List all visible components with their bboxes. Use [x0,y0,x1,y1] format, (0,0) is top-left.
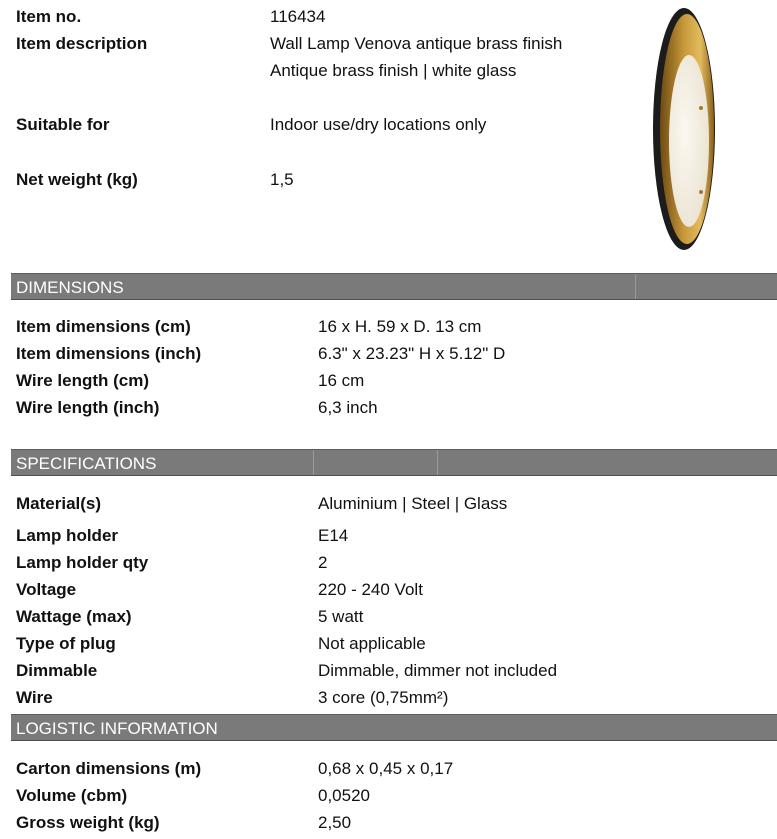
lamp-holder-qty-value: 2 [318,553,328,572]
wire-length-inch-label: Wire length (inch) [16,398,160,417]
item-dimensions-cm-value: 16 x H. 59 x D. 13 cm [318,317,482,336]
logistic-information-header [11,714,777,741]
wattage-label: Wattage (max) [16,607,132,626]
lamp-glass [669,55,709,227]
item-no-value: 116434 [270,7,326,26]
type-of-plug-value: Not applicable [318,634,426,653]
item-dimensions-inch-label: Item dimensions (inch) [16,344,202,363]
gross-weight-label: Gross weight (kg) [16,813,160,832]
header-divider [437,450,438,475]
wire-value: 3 core (0,75mm²) [318,688,449,707]
carton-dimensions-value: 0,68 x 0,45 x 0,17 [318,759,454,778]
voltage-value: 220 - 240 Volt [318,580,423,599]
item-description-value: Wall Lamp Venova antique brass finish [270,34,563,53]
dimensions-header [11,273,777,300]
net-weight-value: 1,5 [270,170,294,189]
product-image-wall-lamp [648,6,718,252]
volume-label: Volume (cbm) [16,786,128,805]
dimmable-label: Dimmable [16,661,98,680]
gross-weight-value: 2,50 [318,813,352,832]
wire-length-cm-label: Wire length (cm) [16,371,150,390]
header-divider [635,274,636,299]
lamp-screw-bottom [699,190,703,194]
type-of-plug-label: Type of plug [16,634,116,653]
lamp-holder-label: Lamp holder [16,526,119,545]
lamp-holder-qty-label: Lamp holder qty [16,553,149,572]
lamp-screw-top [699,106,703,110]
dimmable-value: Dimmable, dimmer not included [318,661,558,680]
lamp-holder-value: E14 [318,526,349,545]
wire-length-cm-value: 16 cm [318,371,365,390]
materials-label: Material(s) [16,494,102,513]
item-no-label: Item no. [16,7,82,26]
volume-value: 0,0520 [318,786,370,805]
wire-length-inch-value: 6,3 inch [318,398,378,417]
suitable-for-label: Suitable for [16,115,110,134]
net-weight-label: Net weight (kg) [16,170,138,189]
dimensions-header-text: DIMENSIONS [16,278,124,297]
logistic-information-header-text: LOGISTIC INFORMATION [16,719,218,738]
specifications-header-text: SPECIFICATIONS [16,454,157,473]
header-divider [313,450,314,475]
specifications-header [11,449,777,476]
wattage-value: 5 watt [318,607,364,626]
item-description-value-2: Antique brass finish | white glass [270,61,517,80]
item-dimensions-cm-label: Item dimensions (cm) [16,317,191,336]
item-description-label: Item description [16,34,148,53]
voltage-label: Voltage [16,580,77,599]
suitable-for-value: Indoor use/dry locations only [270,115,487,134]
materials-value: Aluminium | Steel | Glass [318,494,508,513]
item-dimensions-inch-value: 6.3" x 23.23" H x 5.12" D [318,344,506,363]
wire-label: Wire [16,688,53,707]
carton-dimensions-label: Carton dimensions (m) [16,759,202,778]
